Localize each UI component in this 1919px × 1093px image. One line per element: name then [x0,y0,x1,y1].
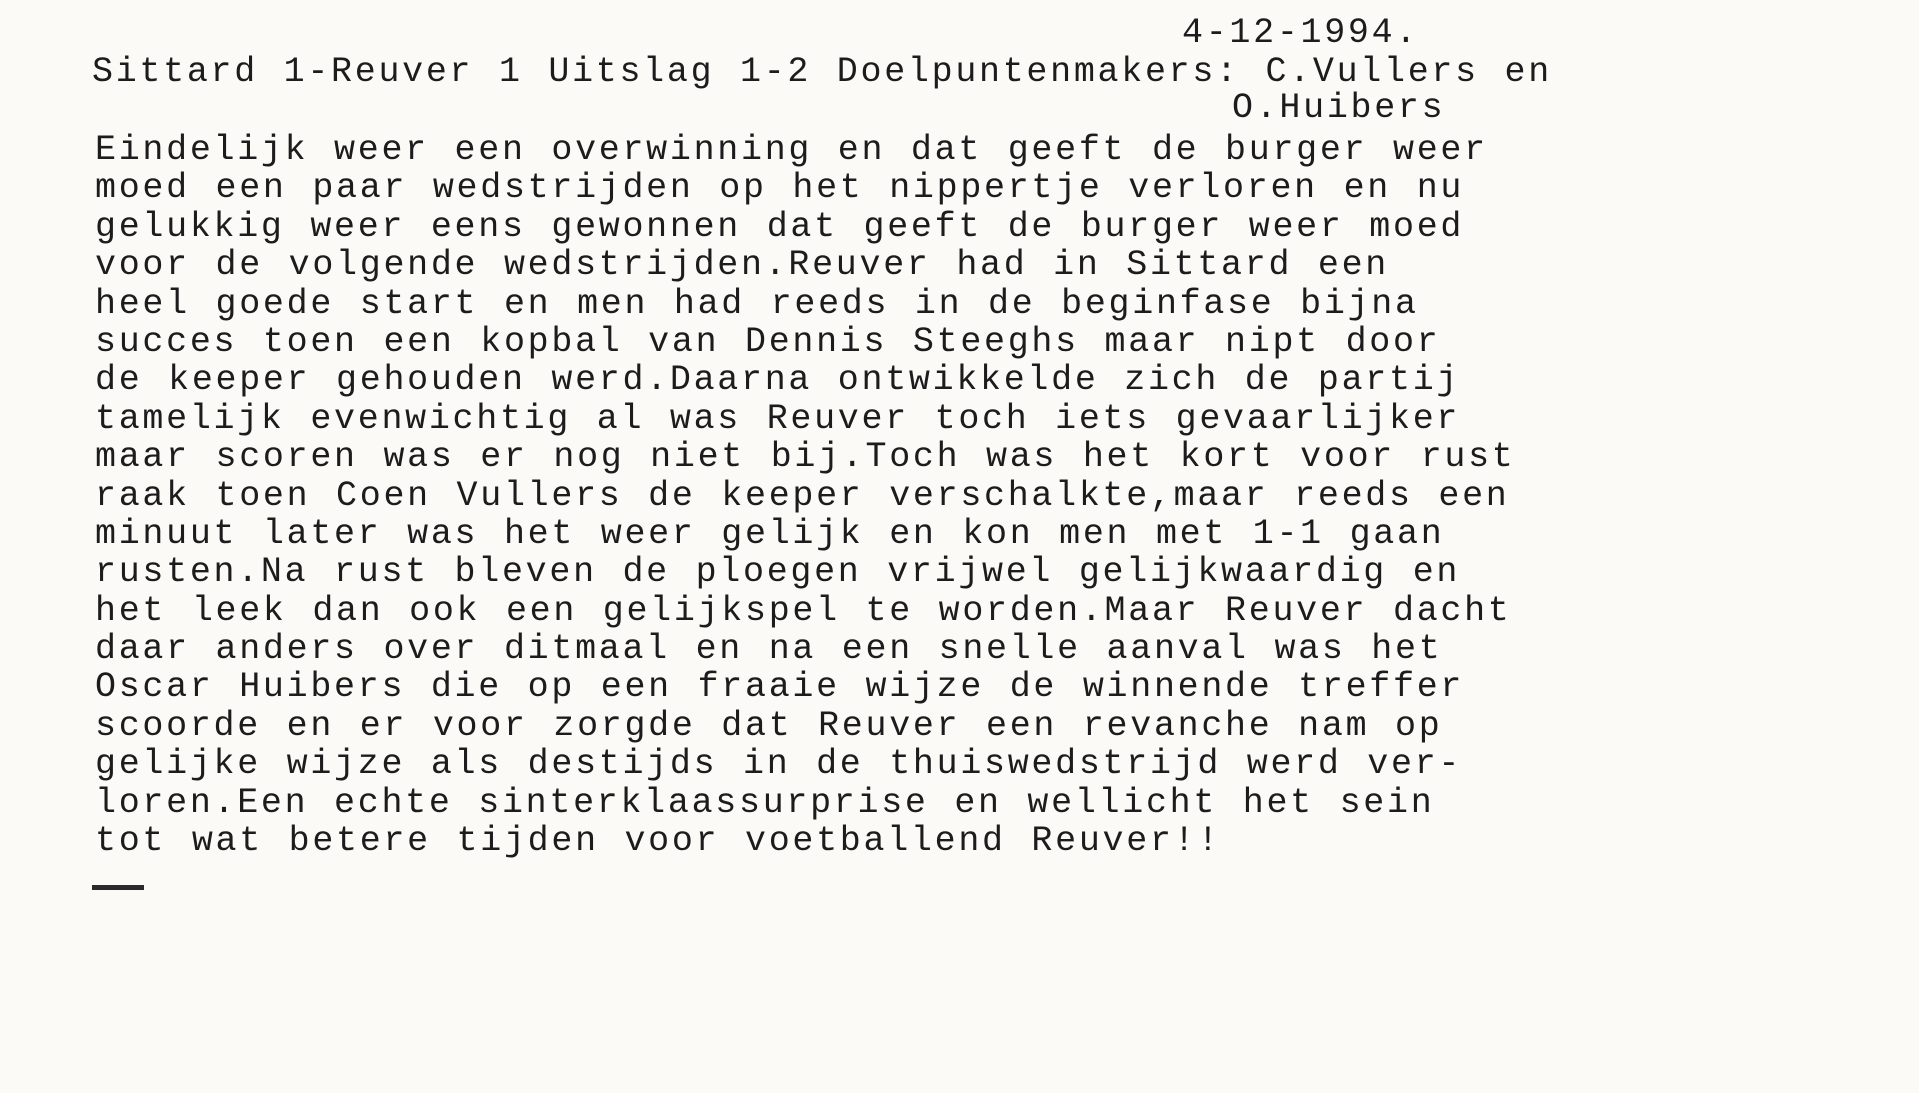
report-line: moed een paar wedstrijden op het nippertje verloren en nu [95,168,1465,209]
match-report-body [95,131,1516,860]
report-line: daar anders over ditmaal en na een snelle aanval was het [95,629,1443,670]
report-line: maar scoren was er nog niet bij.Toch was het kort voor rust [95,437,1516,478]
report-line: Eindelijk weer een overwinning en dat geeft de burger weer [95,130,1488,170]
report-line: succes toen een kopbal van Dennis Steeghs maar nipt door [95,321,1441,362]
match-heading: Sittard 1-Reuver 1 Uitslag 1-2 Doelpuntenmakers: C.Vullers en [92,52,1552,92]
report-line: tot wat betere tijden voor voetballend Reuver!! [95,821,1222,862]
report-line: het leek dan ook een gelijkspel te worden.Maar Reuver dacht [95,590,1512,631]
match-heading-continuation: O.Huibers [1232,88,1446,128]
report-line: rusten.Na rust bleven de ploegen vrijwel gelijkwaardig en [95,552,1461,593]
report-line: loren.Een echte sinterklaassurprise en wellicht het sein [95,782,1435,823]
report-line: gelijke wijze als destijds in de thuiswedstrijd werd ver- [95,744,1463,785]
report-line: minuut later was het weer gelijk en kon men met 1-1 gaan [95,513,1445,554]
report-line: de keeper gehouden werd.Daarna ontwikkelde zich de partij [95,360,1461,401]
report-line: heel goede start en men had reeds in de beginfase bijna [95,283,1419,324]
report-line: tamelijk evenwichtig al was Reuver toch iets gevaarlijker [95,398,1461,439]
report-line: gelukkig weer eens gewonnen dat geeft de burger weer moed [95,206,1465,247]
report-line: voor de volgende wedstrijden.Reuver had in Sittard een [95,245,1389,286]
report-line: Oscar Huibers die op een fraaie wijze de winnende treffer [95,667,1465,708]
document-date: 4-12-1994. [1182,13,1420,53]
report-line: scoorde en er voor zorgde dat Reuver een revanche nam op [95,705,1443,746]
page-edge-mark [92,885,144,890]
report-line: raak toen Coen Vullers de keeper verschalkte,maar reeds een [95,475,1510,516]
